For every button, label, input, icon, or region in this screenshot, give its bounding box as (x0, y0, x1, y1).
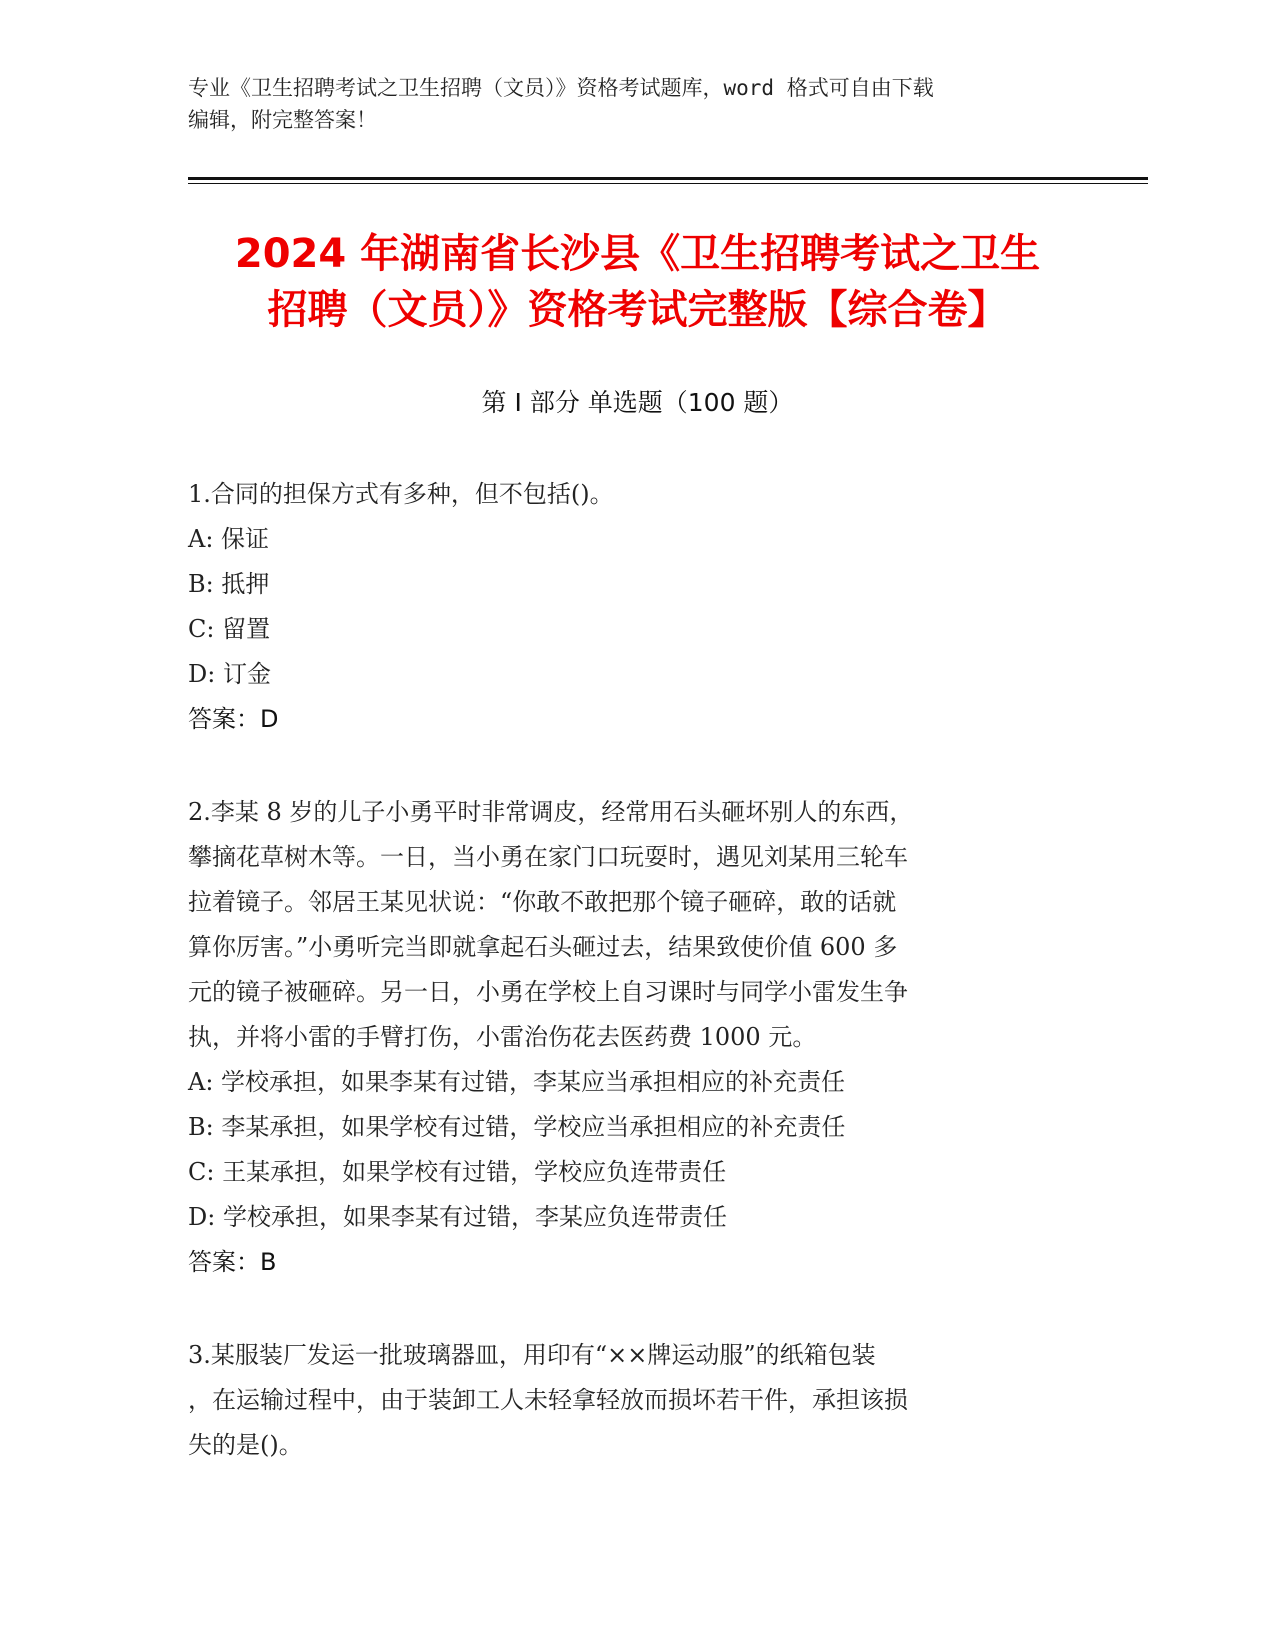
document-title-line-1: 2024 年湖南省长沙县《卫生招聘考试之卫生 (234, 231, 1041, 277)
section-heading: 第 I 部分 单选题（100 题） (481, 388, 794, 417)
question-2-stem-line-3: 拉着镜子。邻居王某见状说：“你敢不敢把那个镜子砸碎，敢的话就 (188, 888, 897, 916)
document-title-line-2: 招聘（文员）》资格考试完整版【综合卷】 (267, 287, 1008, 333)
question-2-stem-line-6: 执，并将小雷的手臂打伤，小雷治伤花去医药费 1000 元。 (188, 1023, 817, 1051)
question-1-stem: 1.合同的担保方式有多种，但不包括()。 (188, 480, 614, 508)
header-divider-thin (188, 183, 1148, 184)
question-2-option-c: C: 王某承担，如果学校有过错，学校应负连带责任 (188, 1158, 727, 1186)
question-1-option-a: A: 保证 (188, 525, 270, 553)
question-2-option-b: B: 李某承担，如果学校有过错，学校应当承担相应的补充责任 (188, 1113, 846, 1141)
header-note-line-1: 专业《卫生招聘考试之卫生招聘（文员）》资格考试题库，word 格式可自由下载 (188, 76, 934, 100)
question-2-stem-line-2: 攀摘花草树木等。一日，当小勇在家门口玩耍时，遇见刘某用三轮车 (188, 843, 908, 871)
question-3-stem-line-1: 3.某服装厂发运一批玻璃器皿，用印有“××牌运动服”的纸箱包装 (188, 1341, 876, 1369)
document-title (150, 226, 1125, 338)
question-2-option-d: D: 学校承担，如果李某有过错，李某应负连带责任 (188, 1203, 727, 1231)
question-1-option-d: D: 订金 (188, 660, 271, 688)
question-2-stem-line-1: 2.李某 8 岁的儿子小勇平时非常调皮，经常用石头砸坏别人的东西， (188, 798, 914, 826)
header-note-line-2: 编辑，附完整答案！ (188, 108, 377, 132)
question-1-answer: 答案：D (188, 705, 279, 733)
question-2-stem-line-4: 算你厉害。”小勇听完当即就拿起石头砸过去，结果致使价值 600 多 (188, 933, 898, 961)
question-2 (188, 790, 1068, 1285)
question-1-option-c: C: 留置 (188, 615, 271, 643)
question-1 (188, 472, 1068, 742)
question-3-stem-line-2: ，在运输过程中，由于装卸工人未轻拿轻放而损坏若干件，承担该损 (188, 1386, 908, 1414)
question-3-stem-line-3: 失的是()。 (188, 1431, 303, 1459)
question-2-answer: 答案：B (188, 1248, 277, 1276)
header-divider-thick (188, 177, 1148, 180)
question-1-option-b: B: 抵押 (188, 570, 270, 598)
question-2-stem-line-5: 元的镜子被砸碎。另一日，小勇在学校上自习课时与同学小雷发生争 (188, 978, 908, 1006)
question-3 (188, 1333, 1068, 1468)
question-2-option-a: A: 学校承担，如果李某有过错，李某应当承担相应的补充责任 (188, 1068, 846, 1096)
header-note (188, 72, 1088, 136)
